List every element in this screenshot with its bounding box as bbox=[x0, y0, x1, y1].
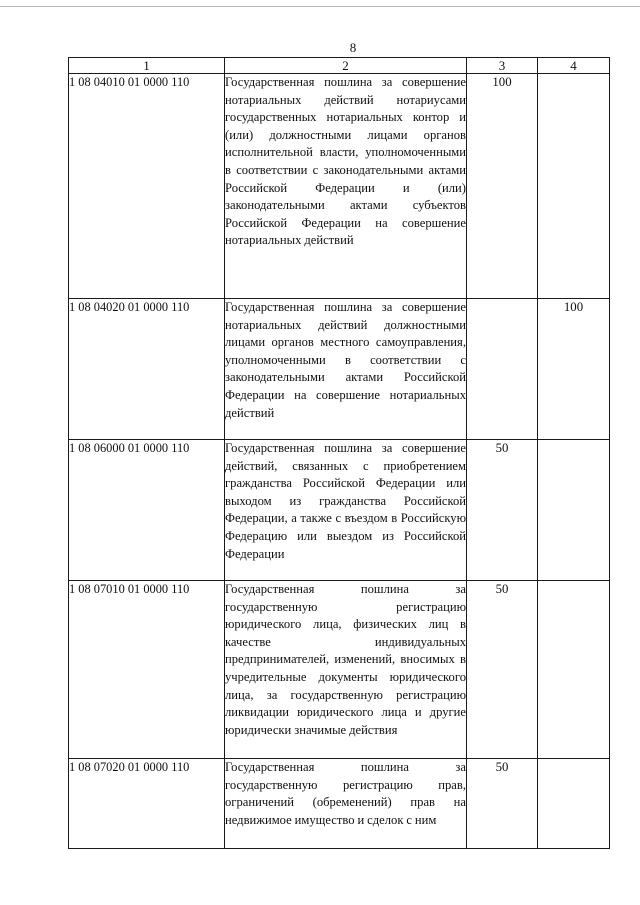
table-row bbox=[69, 581, 610, 759]
budget-code-cell: 1 08 07010 01 0000 110 bbox=[69, 581, 225, 759]
column-header-2: 2 bbox=[225, 58, 467, 74]
budget-code-cell: 1 08 06000 01 0000 110 bbox=[69, 440, 225, 581]
value-cell-col3: 100 bbox=[467, 74, 538, 299]
description-cell: Государственная пошлина за государственную регистрацию прав, ограничений (обременений) прав на недвижимое имущество и сделок с ним bbox=[225, 759, 467, 849]
table-header-row bbox=[69, 58, 610, 74]
table-row bbox=[69, 440, 610, 581]
value-cell-col4 bbox=[538, 440, 610, 581]
budget-code-cell: 1 08 04020 01 0000 110 bbox=[69, 299, 225, 440]
value-cell-col4 bbox=[538, 759, 610, 849]
table-row bbox=[69, 74, 610, 299]
description-cell: Государственная пошлина за государственную регистрацию юридического лица, физических лиц в качестве индивидуальных предпринимателей, изменений, вносимых в учредительные документы юридического лица, за государственную регистрацию ликвидации юридического лица и другие юридически значимые действия bbox=[225, 581, 467, 759]
value-cell-col3: 50 bbox=[467, 440, 538, 581]
budget-code-table bbox=[68, 57, 610, 849]
value-cell-col4 bbox=[538, 581, 610, 759]
value-cell-col3: 50 bbox=[467, 581, 538, 759]
column-header-4: 4 bbox=[538, 58, 610, 74]
description-cell: Государственная пошлина за совершение нотариальных действий должностными лицами органов местного самоуправления, уполномоченными в соответствии с законодательными актами Российской Федерации на совершение нотариальных действий bbox=[225, 299, 467, 440]
value-cell-col4 bbox=[538, 74, 610, 299]
table-row bbox=[69, 299, 610, 440]
value-cell-col3: 50 bbox=[467, 759, 538, 849]
description-cell: Государственная пошлина за совершение нотариальных действий нотариусами государственных нотариальных контор и (или) должностными лицами органов исполнительной власти, уполномоченными в соответствии с законодательными актами Российской Федерации и (или) законодательными актами субъектов Российской Федерации на совершение нотариальных действий bbox=[225, 74, 467, 299]
description-cell: Государственная пошлина за совершение действий, связанных с приобретением гражданства Российской Федерации или выходом из гражданства Российской Федерации, а также с въездом в Российскую Федерацию или выездом из Российской Федерации bbox=[225, 440, 467, 581]
budget-code-cell: 1 08 07020 01 0000 110 bbox=[69, 759, 225, 849]
column-header-1: 1 bbox=[69, 58, 225, 74]
budget-code-cell: 1 08 04010 01 0000 110 bbox=[69, 74, 225, 299]
value-cell-col4: 100 bbox=[538, 299, 610, 440]
column-header-3: 3 bbox=[467, 58, 538, 74]
page-number: 8 bbox=[349, 40, 357, 55]
scan-top-edge bbox=[0, 6, 640, 7]
table-row bbox=[69, 759, 610, 849]
value-cell-col3 bbox=[467, 299, 538, 440]
